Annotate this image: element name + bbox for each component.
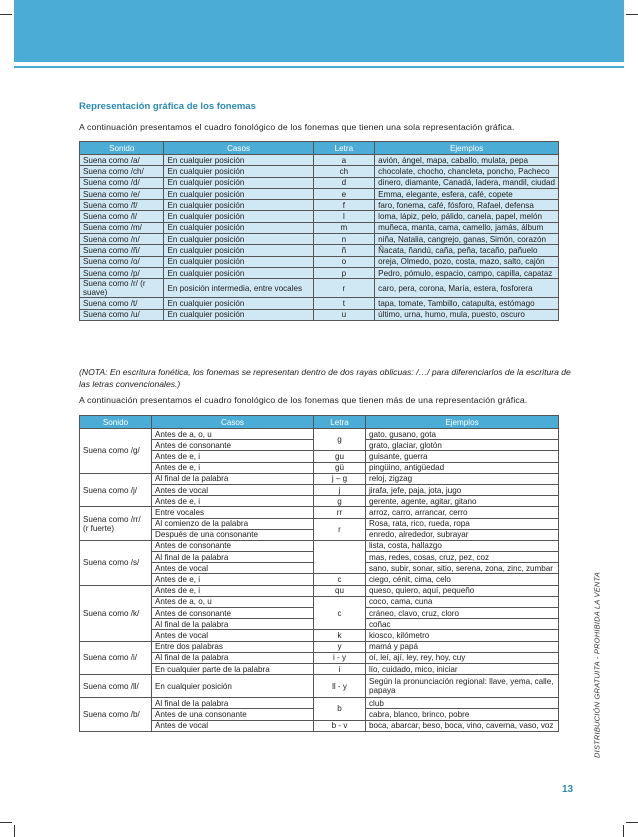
- sound-cell: Suena como /ll/: [80, 675, 152, 698]
- letter-cell: r: [314, 518, 366, 540]
- case-cell: Al final de la palabra: [152, 552, 314, 563]
- crop-mark-br-v: [623, 825, 624, 837]
- case-cell: Al final de la palabra: [152, 698, 314, 709]
- letter-cell: g: [314, 496, 366, 507]
- column-header: Sonido: [80, 142, 164, 155]
- sound-cell: Suena como /g/: [80, 429, 152, 474]
- letter-cell: gü: [314, 462, 366, 473]
- table-row: [80, 574, 559, 585]
- column-header: Sonido: [80, 416, 152, 429]
- sound-cell: Suena como /u/: [80, 309, 164, 320]
- letter-cell: rr: [314, 507, 366, 518]
- case-cell: En cualquier parte de la palabra: [152, 663, 314, 674]
- examples-cell: gato, gusano, gota: [366, 429, 559, 440]
- examples-cell: boca, abarcar, beso, boca, vino, caverna, vaso, voz: [366, 720, 559, 731]
- sound-cell: Suena como /l/: [80, 211, 164, 222]
- case-cell: En cualquier posición: [164, 309, 313, 320]
- table-row: [80, 177, 559, 188]
- case-cell: Antes de consonante: [152, 540, 314, 551]
- letter-cell: g: [314, 429, 366, 451]
- examples-cell: caro, pera, corona, María, estera, fosforera: [375, 279, 559, 298]
- header-rule: [14, 66, 624, 68]
- table-row: [80, 596, 559, 607]
- sound-cell: Suena como /d/: [80, 177, 164, 188]
- letter-cell: k: [314, 630, 366, 641]
- letter-cell: u: [313, 309, 375, 320]
- case-cell: Antes de e, i: [152, 496, 314, 507]
- sound-cell: Suena como /rr/ (r fuerte): [80, 507, 152, 541]
- table-row: [80, 720, 559, 731]
- letter-cell: c: [314, 574, 366, 585]
- letter-cell: p: [313, 267, 375, 278]
- sound-cell: Suena como /m/: [80, 222, 164, 233]
- table-row: [80, 234, 559, 245]
- case-cell: En cualquier posición: [164, 298, 313, 309]
- crop-mark-tl-h: [0, 14, 12, 15]
- table-row: [80, 256, 559, 267]
- table-row: [80, 641, 559, 652]
- case-cell: Antes de a, o, u: [152, 596, 314, 607]
- case-cell: En cualquier posición: [164, 267, 313, 278]
- table-row: [80, 298, 559, 309]
- sound-cell: Suena como /f/: [80, 200, 164, 211]
- letter-cell: t: [313, 298, 375, 309]
- examples-cell: mamá y papá: [366, 641, 559, 652]
- case-cell: En cualquier posición: [164, 222, 313, 233]
- sound-cell: Suena como /ch/: [80, 166, 164, 177]
- table-body: [80, 155, 559, 321]
- sound-cell: Suena como /t/: [80, 298, 164, 309]
- phoneme-table-single: [79, 141, 559, 321]
- examples-cell: faro, fonema, café, fósforo, Rafael, defensa: [375, 200, 559, 211]
- examples-cell: grato, glaciar, glotón: [366, 440, 559, 451]
- letter-cell: qu: [314, 585, 366, 596]
- examples-cell: jirafa, jefe, paja, jota, jugo: [366, 484, 559, 495]
- case-cell: Antes de una consonante: [152, 709, 314, 720]
- examples-cell: avión, ángel, mapa, caballo, mulata, pepa: [375, 155, 559, 166]
- case-cell: Antes de vocal: [152, 720, 314, 731]
- case-cell: Antes de vocal: [152, 630, 314, 641]
- table-row: [80, 429, 559, 440]
- table-row: [80, 462, 559, 473]
- table-row: [80, 507, 559, 518]
- letter-cell: ñ: [313, 245, 375, 256]
- table-row: [80, 279, 559, 298]
- phonetic-note: (NOTA: En escritura fonética, los fonemas se representan dentro de dos rayas oblicuas: /…/ para diferenciarlos de la escritura de las letras convencionales.): [79, 367, 571, 389]
- sound-cell: Suena como /p/: [80, 267, 164, 278]
- case-cell: En cualquier posición: [164, 211, 313, 222]
- sound-cell: Suena como /j/: [80, 473, 152, 507]
- examples-cell: lista, costa, hallazgo: [366, 540, 559, 551]
- examples-cell: oí, leí, ají, ley, rey, hoy, cuy: [366, 652, 559, 663]
- case-cell: En cualquier posición: [164, 200, 313, 211]
- sound-cell: Suena como /r/ (r suave): [80, 279, 164, 298]
- letter-cell: y: [314, 641, 366, 652]
- table-row: [80, 675, 559, 698]
- crop-mark-tr-h: [626, 14, 638, 15]
- letter-cell: r: [313, 279, 375, 298]
- table-row: [80, 245, 559, 256]
- letter-cell: i: [314, 663, 366, 674]
- case-cell: En cualquier posición: [164, 177, 313, 188]
- examples-cell: chocolate, chocho, chancleta, poncho, Pacheco: [375, 166, 559, 177]
- letter-cell: gu: [314, 451, 366, 462]
- table-row: [80, 222, 559, 233]
- letter-cell: l: [313, 211, 375, 222]
- case-cell: En cualquier posición: [164, 234, 313, 245]
- examples-cell: lío, cuidado, mico, iniciar: [366, 663, 559, 674]
- column-header: Ejemplos: [366, 416, 559, 429]
- case-cell: Antes de e, i: [152, 451, 314, 462]
- case-cell: Antes de e, i: [152, 585, 314, 596]
- examples-cell: niña, Natalia, cangrejo, ganas, Simón, corazón: [375, 234, 559, 245]
- case-cell: En cualquier posición: [164, 245, 313, 256]
- table-row: [80, 155, 559, 166]
- crop-mark-bl-v: [14, 825, 15, 837]
- examples-cell: enredo, alrededor, subrayar: [366, 529, 559, 540]
- examples-cell: Rosa, rata, rico, rueda, ropa: [366, 518, 559, 529]
- examples-cell: Pedro, pómulo, espacio, campo, capilla, capataz: [375, 267, 559, 278]
- letter-cell: c: [314, 596, 366, 630]
- section-title: Representación gráfica de los fonemas: [79, 101, 256, 112]
- examples-cell: muñeca, manta, cama, camello, jamás, álbum: [375, 222, 559, 233]
- case-cell: Al final de la palabra: [152, 652, 314, 663]
- case-cell: Antes de vocal: [152, 563, 314, 574]
- examples-cell: coco, cama, cuna: [366, 596, 559, 607]
- sound-cell: Suena como /n/: [80, 234, 164, 245]
- sound-cell: Suena como /s/: [80, 540, 152, 585]
- sound-cell: Suena como /a/: [80, 155, 164, 166]
- case-cell: Antes de consonante: [152, 608, 314, 619]
- table-row: [80, 484, 559, 495]
- case-cell: Antes de a, o, u: [152, 429, 314, 440]
- letter-cell: e: [313, 188, 375, 199]
- examples-cell: queso, quiero, aquí, pequeño: [366, 585, 559, 596]
- table-row: [80, 211, 559, 222]
- table-row: [80, 663, 559, 674]
- case-cell: Entre vocales: [152, 507, 314, 518]
- examples-cell: reloj, zigzag: [366, 473, 559, 484]
- sound-cell: Suena como /o/: [80, 256, 164, 267]
- examples-cell: sano, subir, sonar, sitio, serena, zona, zinc, zumbar: [366, 563, 559, 574]
- case-cell: En cualquier posición: [164, 256, 313, 267]
- letter-cell: ch: [313, 166, 375, 177]
- case-cell: Después de una consonante: [152, 529, 314, 540]
- table-body: [80, 429, 559, 732]
- letter-cell: a: [313, 155, 375, 166]
- table-row: [80, 473, 559, 484]
- table-row: [80, 518, 559, 529]
- case-cell: Entre dos palabras: [152, 641, 314, 652]
- case-cell: Antes de vocal: [152, 484, 314, 495]
- letter-cell: n: [313, 234, 375, 245]
- intro-paragraph-2: A continuación presentamos el cuadro fonológico de los fonemas que tienen más de una representación gráfica.: [79, 395, 528, 405]
- letter-cell: f: [313, 200, 375, 211]
- sound-cell: Suena como /ñ/: [80, 245, 164, 256]
- sound-cell: Suena como /e/: [80, 188, 164, 199]
- examples-cell: tapa, tomate, Tambillo, catapulta, estómago: [375, 298, 559, 309]
- letter-cell: [314, 540, 366, 574]
- examples-cell: dinero, diamante, Canadá, ladera, mandil, ciudad: [375, 177, 559, 188]
- case-cell: Antes de e, i: [152, 462, 314, 473]
- case-cell: Al final de la palabra: [152, 619, 314, 630]
- phoneme-table-multiple: [79, 415, 559, 732]
- table-row: [80, 652, 559, 663]
- table-row: [80, 188, 559, 199]
- side-notice: [586, 540, 608, 790]
- letter-cell: o: [313, 256, 375, 267]
- examples-cell: club: [366, 698, 559, 709]
- crop-mark-br-h: [626, 822, 638, 823]
- case-cell: Al comienzo de la palabra: [152, 518, 314, 529]
- examples-cell: gerente, agente, agitar, gitano: [366, 496, 559, 507]
- examples-cell: loma, lápiz, pelo, pálido, canela, papel, melón: [375, 211, 559, 222]
- examples-cell: Según la pronunciación regional: llave, yema, calle, papaya: [366, 675, 559, 698]
- letter-cell: d: [313, 177, 375, 188]
- crop-mark-bl-h: [0, 822, 12, 823]
- examples-cell: Ñacata, ñandú, caña, peña, tacaño, pañuelo: [375, 245, 559, 256]
- table-row: [80, 451, 559, 462]
- table-row: [80, 496, 559, 507]
- column-header: Casos: [152, 416, 314, 429]
- case-cell: En cualquier posición: [164, 166, 313, 177]
- table-row: [80, 698, 559, 709]
- case-cell: En posición intermedia, entre vocales: [164, 279, 313, 298]
- examples-cell: cabra, blanco, brinco, pobre: [366, 709, 559, 720]
- sound-cell: Suena como /i/: [80, 641, 152, 675]
- column-header: Ejemplos: [375, 142, 559, 155]
- column-header: Letra: [313, 142, 375, 155]
- case-cell: En cualquier posición: [152, 675, 314, 698]
- examples-cell: kiosco, kilómetro: [366, 630, 559, 641]
- examples-cell: pingüino, antigüedad: [366, 462, 559, 473]
- table-row: [80, 267, 559, 278]
- intro-paragraph-1: A continuación presentamos el cuadro fonológico de los fonemas que tienen una sola representación gráfica.: [79, 122, 515, 132]
- examples-cell: Emma, elegante, esfera, café, copete: [375, 188, 559, 199]
- examples-cell: cráneo, clavo, cruz, cloro: [366, 608, 559, 619]
- header-bar: [14, 0, 624, 62]
- table-row: [80, 309, 559, 320]
- table-row: [80, 585, 559, 596]
- table-row: [80, 540, 559, 551]
- examples-cell: ciego, cénit, cima, celo: [366, 574, 559, 585]
- letter-cell: m: [313, 222, 375, 233]
- examples-cell: mas, redes, cosas, cruz, pez, coz: [366, 552, 559, 563]
- letter-cell: j – g: [314, 473, 366, 484]
- letter-cell: i - y: [314, 652, 366, 663]
- sound-cell: Suena como /k/: [80, 585, 152, 641]
- case-cell: Antes de consonante: [152, 440, 314, 451]
- letter-cell: b - v: [314, 720, 366, 731]
- column-header: Casos: [164, 142, 313, 155]
- page-number: 13: [562, 784, 574, 795]
- examples-cell: oreja, Olmedo, pozo, costa, mazo, salto, cajón: [375, 256, 559, 267]
- table-row: [80, 200, 559, 211]
- case-cell: En cualquier posición: [164, 188, 313, 199]
- examples-cell: guisante, guerra: [366, 451, 559, 462]
- examples-cell: arroz, carro, arrancar, cerro: [366, 507, 559, 518]
- table-row: [80, 166, 559, 177]
- examples-cell: coñac: [366, 619, 559, 630]
- letter-cell: ll - y: [314, 675, 366, 698]
- side-notice-text: DISTRIBUCIÓN GRATUITA - PROHIBIDA LA VENTA: [592, 572, 602, 758]
- column-header: Letra: [314, 416, 366, 429]
- letter-cell: b: [314, 698, 366, 720]
- table-header-row: [80, 142, 559, 155]
- sound-cell: Suena como /b/: [80, 698, 152, 732]
- letter-cell: j: [314, 484, 366, 495]
- case-cell: Al final de la palabra: [152, 473, 314, 484]
- examples-cell: último, urna, humo, mula, puesto, oscuro: [375, 309, 559, 320]
- case-cell: Antes de e, i: [152, 574, 314, 585]
- case-cell: En cualquier posición: [164, 155, 313, 166]
- table-header-row: [80, 416, 559, 429]
- table-row: [80, 630, 559, 641]
